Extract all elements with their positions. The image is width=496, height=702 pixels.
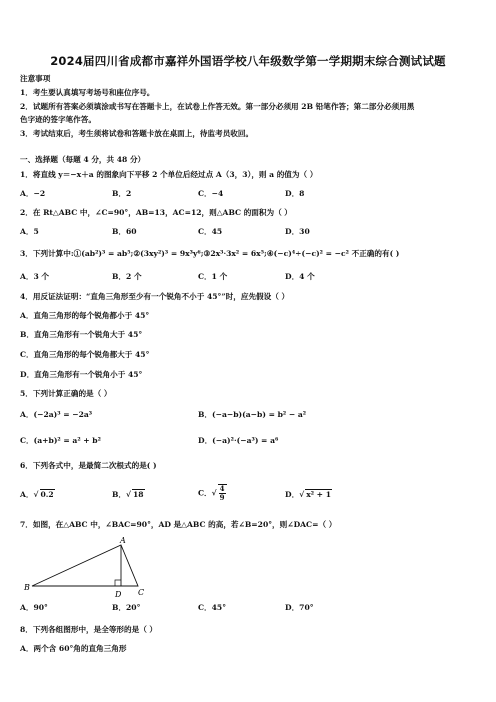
label-c: C <box>138 588 145 597</box>
q7-option-b: B．20° <box>112 603 141 612</box>
question-5-stem: 5．下列计算正确的是（ ） <box>20 389 112 398</box>
label-b: B <box>24 583 30 592</box>
q6-option-c: C．√ $\frac{4}{9}$ <box>198 484 225 502</box>
q4-option-a: A．直角三角形的每个锐角都小于 45° <box>20 311 150 320</box>
notice-item: 3．考试结束后，考生须将试卷和答题卡放在桌面上，待监考员收回。 <box>20 129 254 138</box>
label-d: D <box>115 590 122 599</box>
q3-option-d: D．4 个 <box>285 272 315 281</box>
radicand: x² + 1 <box>306 490 331 499</box>
q3-option-a: A．3 个 <box>20 272 50 281</box>
q5-option-b: B．(−a−b)(a−b) = b² − a² <box>198 410 307 419</box>
notice-item: 色字迹的签字笔作答。 <box>20 115 96 124</box>
q5-option-d: D．(−a)²·(−a³) = a⁶ <box>198 436 279 445</box>
notice-heading: 注意事项 <box>20 74 51 83</box>
q3-option-b: B．2 个 <box>112 272 142 281</box>
q1-option-a: A．−2 <box>20 189 46 198</box>
q5-option-c: C．(a+b)² = a² + b² <box>20 436 101 445</box>
radicand: 18 <box>133 490 144 499</box>
section-heading: 一、选择题（每题 4 分，共 48 分） <box>20 155 146 164</box>
exam-title: 2024届四川省成都市嘉祥外国语学校八年级数学第一学期期末综合测试试题 <box>50 54 446 68</box>
notice-item: 2．试题所有答案必须填涂或书写在答题卡上，在试卷上作答无效。第一部分必须用 2B 铅笔作答；第二部分必须用黑 <box>20 102 415 111</box>
q8-option-a: A．两个含 60°角的直角三角形 <box>20 644 127 653</box>
notice-item: 1．考生要认真填写考场号和座位序号。 <box>20 88 155 97</box>
question-2-stem: 2．在 Rt△ABC 中，∠C=90°，AB=13，AC=12，则△ABC 的面积为（ ） <box>20 208 292 217</box>
q7-option-d: D．70° <box>285 603 314 612</box>
q6-option-a: A．√ 0.2 <box>20 490 54 499</box>
question-1-stem: 1．将直线 y＝−x＋a 的图象向下平移 2 个单位后经过点 A（3，3），则 a 的值为（ ） <box>20 170 318 179</box>
q2-option-a: A．5 <box>20 227 39 236</box>
q1-option-b: B．2 <box>112 189 132 198</box>
triangle-abc <box>32 545 138 586</box>
triangle-figure <box>20 535 150 601</box>
q2-option-b: B．60 <box>112 227 137 236</box>
q1-option-d: D．8 <box>285 189 305 198</box>
right-angle-mark <box>115 580 121 586</box>
question-7-stem: 7．如图，在△ABC 中，∠BAC=90°，AD 是△ABC 的高，若∠B=20°，则∠DAC=（ ） <box>20 520 337 529</box>
q7-option-c: C．45° <box>198 603 227 612</box>
q2-option-d: D．30 <box>285 227 310 236</box>
q6-option-b: B．√ 18 <box>112 490 144 499</box>
q6-option-d: D．√ x² + 1 <box>285 490 331 499</box>
q5-option-a: A．(−2a)³ = −2a³ <box>20 410 93 419</box>
q3-option-c: C．1 个 <box>198 272 228 281</box>
q4-option-c: C．直角三角形的每个锐角都大于 45° <box>20 350 150 359</box>
question-6-stem: 6．下列各式中，是最简二次根式的是( ) <box>20 461 157 470</box>
q4-option-b: B．直角三角形有一个锐角大于 45° <box>20 330 143 339</box>
question-8-stem: 8．下列各组图形中，是全等形的是（ ） <box>20 625 158 634</box>
label-a: A <box>120 536 126 545</box>
q7-option-a: A．90° <box>20 603 48 612</box>
q2-option-c: C．45 <box>198 227 223 236</box>
question-4-stem: 4．用反证法证明：“直角三角形至少有一个锐角不小于 45°”时，应先假设（ ） <box>20 292 290 301</box>
q4-option-d: D．直角三角形有一个锐角小于 45° <box>20 370 143 379</box>
radicand: 0.2 <box>40 490 54 499</box>
q1-option-c: C．−4 <box>198 189 224 198</box>
question-3-stem: 3．下列计算中:①(ab²)³ = ab⁵;②(3xy²)³ = 9x³y⁶;③2x³·3x² = 6x⁵;④(−c)⁴÷(−c)² = −c² 不正确的有( ) <box>20 249 400 258</box>
